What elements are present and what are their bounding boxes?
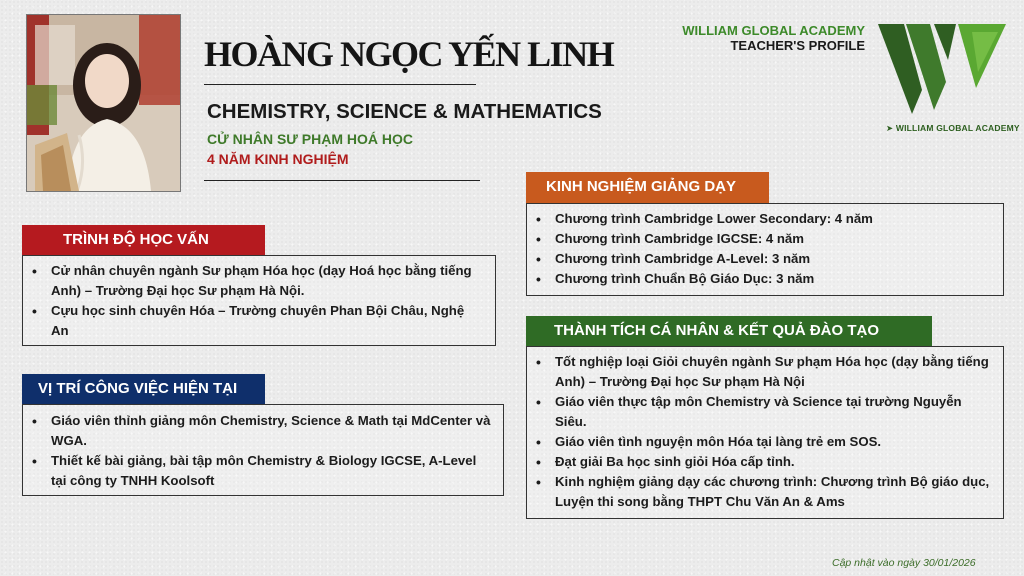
teacher-experience-years: 4 NĂM KINH NGHIỆM <box>207 151 349 167</box>
list-item: • Giáo viên tình nguyện môn Hóa tại làng trẻ em SOS. <box>527 432 993 452</box>
achievements-box <box>526 346 1004 519</box>
experience-box <box>526 203 1004 296</box>
position-header: VỊ TRÍ CÔNG VIỆC HIỆN TẠI <box>22 374 265 404</box>
list-item: • Giáo viên thực tập môn Chemistry và Science tại trường Nguyễn Siêu. <box>527 392 993 432</box>
list-item: • Kinh nghiệm giảng dạy các chương trình: Chương trình Bộ giáo dục, Luyện thi song bằng THPT Chu Văn An & Ams <box>527 472 993 512</box>
logo-caption: ➤ WILLIAM GLOBAL ACADEMY <box>886 123 1020 133</box>
profile-divider <box>204 180 480 181</box>
list-item: • Đạt giải Ba học sinh giỏi Hóa cấp tỉnh. <box>527 452 993 472</box>
position-list <box>23 411 493 491</box>
profile-label: TEACHER'S PROFILE <box>730 38 865 53</box>
list-item: • Giáo viên thỉnh giảng môn Chemistry, Science & Math tại MdCenter và WGA. <box>23 411 493 451</box>
list-item: • Chương trình Chuẩn Bộ Giáo Dục: 3 năm <box>527 269 993 289</box>
name-divider <box>204 84 476 85</box>
education-header: TRÌNH ĐỘ HỌC VẤN <box>22 225 265 255</box>
list-item: • Chương trình Cambridge A-Level: 3 năm <box>527 249 993 269</box>
list-item: • Chương trình Cambridge Lower Secondary: 4 năm <box>527 209 993 229</box>
achievements-list <box>527 352 993 512</box>
experience-header: KINH NGHIỆM GIẢNG DẠY <box>526 172 769 203</box>
academy-name: WILLIAM GLOBAL ACADEMY <box>682 23 865 38</box>
education-box <box>22 255 496 346</box>
update-date: Cập nhật vào ngày 30/01/2026 <box>832 557 976 569</box>
list-item: • Thiết kế bài giảng, bài tập môn Chemistry & Biology IGCSE, A-Level tại công ty TNHH Koolsoft <box>23 451 493 491</box>
teacher-degree: CỬ NHÂN SƯ PHẠM HOÁ HỌC <box>207 131 414 147</box>
list-item: • Cử nhân chuyên ngành Sư phạm Hóa học (dạy Hoá học bằng tiếng Anh) – Trường Đại học Sư phạm Hà Nội. <box>23 261 483 301</box>
position-box <box>22 404 504 496</box>
teacher-name: HOÀNG NGỌC YẾN LINH <box>204 34 614 74</box>
achievements-header: THÀNH TÍCH CÁ NHÂN & KẾT QUẢ ĐÀO TẠO <box>526 316 932 346</box>
list-item: • Chương trình Cambridge IGCSE: 4 năm <box>527 229 993 249</box>
teacher-photo <box>26 14 181 192</box>
list-item: • Cựu học sinh chuyên Hóa – Trường chuyên Phan Bội Châu, Nghệ An <box>23 301 483 341</box>
education-list <box>23 261 483 341</box>
experience-list <box>527 209 993 289</box>
teacher-subjects: CHEMISTRY, SCIENCE & MATHEMATICS <box>207 100 602 123</box>
academy-logo <box>878 20 1008 120</box>
list-item: • Tốt nghiệp loại Giỏi chuyên ngành Sư phạm Hóa học (dạy bằng tiếng Anh) – Trường Đại học Sư phạm Hà Nội <box>527 352 993 392</box>
